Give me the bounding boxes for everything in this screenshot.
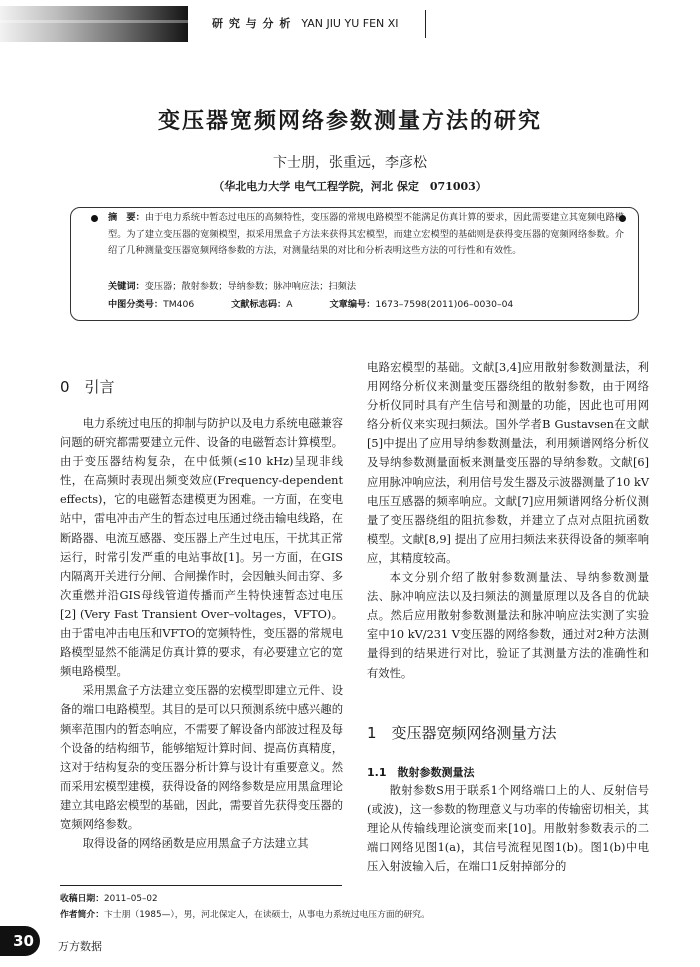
section-1-heading: 1 变压器宽频网络测量方法 [367,724,557,742]
paper-authors: 卞士朋，张重远，李彦松 [273,155,427,171]
running-header-section-en: YAN JIU YU FEN XI [301,17,399,30]
classification-line [108,296,624,310]
received-date: 2011–05–02 [104,894,158,904]
section-0-heading: 0 引言 [60,378,115,396]
author-bio-label: 作者简介： [60,910,104,920]
article-number-label: 文章编号： [329,299,376,310]
intro-paragraph-2: 采用黑盒子方法建立变压器的宏模型即建立元件、设备的端口电路模型。其目的是可以只预测系统中感兴趣的频率范围内的暂态响应，不需要了解设备内部波过程及每个设备的结构细节，能够缩短计算时间、提高仿真精度，这对于结构复杂的变压器分析计算与设计有重要意义。然而采用宏模型建模，获得设备的网络参数是应用黑盒理论建立其电路宏模型的基础，因此，需要首先获得变压器的宽频网络参数。 [60,684,343,831]
running-header [212,15,399,31]
footnote-divider [60,885,342,886]
clc-label: 中图分类号： [108,299,164,310]
subsection-1-1-heading: 1.1 散射参数测量法 [367,766,475,779]
clc-value: TM406 [163,299,195,310]
database-watermark: 万方数据 [58,940,102,953]
footnote-received [60,891,158,904]
abstract-text: 由于电力系统中暂态过电压的高频特性，变压器的常规电路模型不能满足仿真计算的要求，因此需要建立其宽频电路模型。为了建立变压器的宽频模型，拟采用黑盒子方法来获得其宏模型，而建立宏模型的基础则是获得变压器的宽频网络参数。介绍了几种测量变压器宽频网络参数的方法，对测量结果的对比和分析表明这些方法的可行性和有效性。 [108,212,624,256]
received-label: 收稿日期： [60,894,104,904]
abstract-label: 摘 要： [108,212,145,223]
right-column-bottom [367,781,649,876]
doc-code-value: A [286,299,293,310]
header-divider [425,10,426,38]
keywords [108,278,624,292]
abstract-bullet-left [91,215,98,222]
right-column-top [367,358,649,683]
paper-affiliation: （华北电力大学 电气工程学院，河北 保定 071003） [213,180,487,193]
abstract [108,210,624,260]
intro-paragraph-3: 取得设备的网络函数是应用黑盒子方法建立其 [82,837,309,851]
article-number-value: 1673–7598(2011)06–0030–04 [375,299,514,310]
running-header-section: 研 究 与 分 析 [212,17,292,30]
paper-title: 变压器宽频网络参数测量方法的研究 [157,108,542,134]
page-number: 30 [0,926,40,956]
author-bio: 卞士朋（1985—），男，河北保定人，在读硕士，从事电力系统过电压方面的研究。 [104,910,430,920]
intro-paragraph-4: 本文分别介绍了散射参数测量法、导纳参数测量法、脉冲响应法以及扫频法的测量原理以及各自的优缺点。然后应用散射参数测量法和脉冲响应法实测了实验室中10 kV/231 V变压器的网络参数，通过对2种方法测量得到的结果进行对比，验证了其测量方法的准确性和有效性。 [367,571,649,680]
section-1-paragraph-1: 散射参数S用于联系1个网络端口上的人、反射信号(或波)，这一参数的物理意义与功率的传输密切相关，其理论从传输线理论演变而来[10]。用散射参数表示的二端口网络见图1(a)，其信号流程见图1(b)。图1(b)中电压入射波输入后，在端口1反射掉部分的 [367,784,649,874]
header-decoration-bar [0,6,188,42]
left-column [60,414,343,853]
footnote-author [60,907,430,920]
intro-paragraph-1: 电力系统过电压的抑制与防护以及电力系统电磁兼容问题的研究都需要建立元件、设备的电磁暂态计算模型。由于变压器结构复杂，在中低频(≤10 kHz)呈现非线性，在高频时表现出频变效应(Frequency-dependent effects)，它的电磁暂态建模更为困难。一方面，在变电站中，雷电冲击产生的暂态过电压通过绕击输电线路，在断路器、电流互感器、变压器上产生过电压，干扰其正常运行，时常引发严重的电站事故[1]。另一方面，在GIS内隔离开关进行分闸、合闸操作时，会因触头间击穿、多次重燃并沿GIS母线管道传播而产生特快速暂态过电压[2] (Very Fast Transient Over–voltages，VFTO)。由于雷电冲击电压和VFTO的宽频特性，变压器的常规电路模型显然不能满足仿真计算的要求，有必要建立它的宽频电路模型。 [60,417,343,679]
doc-code-label: 文献标志码： [231,299,287,310]
intro-paragraph-3-continued: 电路宏模型的基础。文献[3,4]应用散射参数测量法，利用网络分析仪来测量变压器绕组的散射参数，由于网络分析仪同时具有产生信号和测量的功能，因此也可用网络分析仪来实现扫频法。国外学者B Gustavsen在文献[5]中提出了应用导纳参数测量法，利用频谱网络分析仪及导纳参数测量面板来测量变压器的导纳参数。文献[6]应用脉冲响应法，利用信号发生器及示波器测量了10 kV电压互感器的频率响应。文献[7]应用频谱网络分析仪测量了变压器绕组的阻抗参数，并建立了点对点阻抗函数模型。文献[8,9] 提出了应用扫频法来获得设备的频率响应，其精度较高。 [367,361,649,565]
keywords-text: 变压器；散射参数；导纳参数；脉冲响应法；扫频法 [144,281,357,292]
keywords-label: 关键词： [108,281,145,292]
